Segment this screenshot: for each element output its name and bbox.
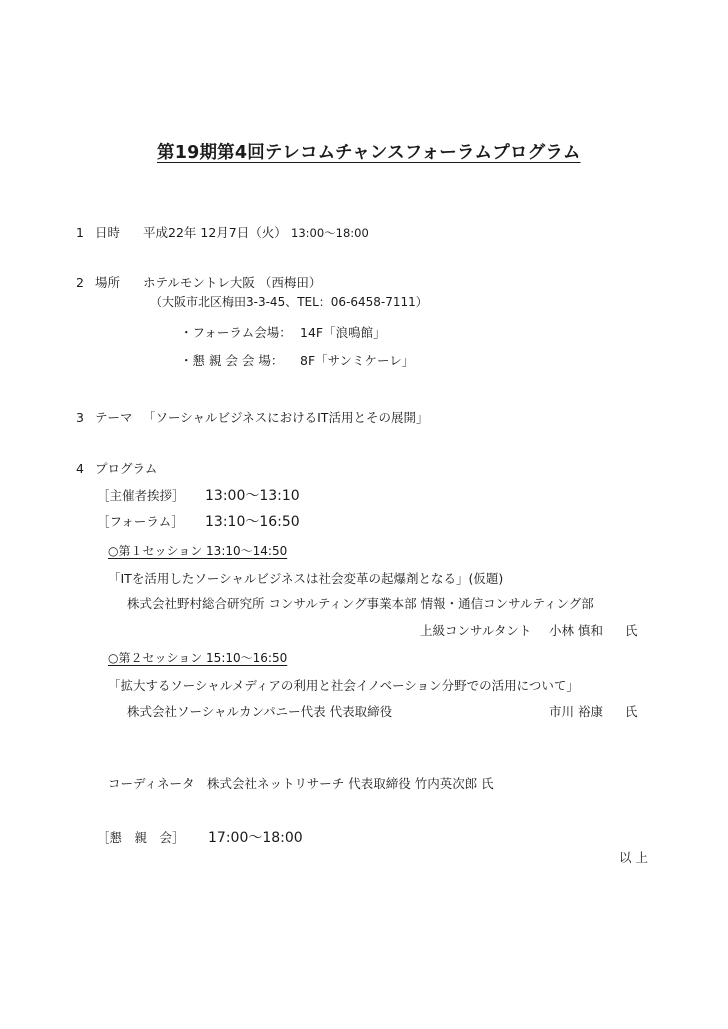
- theme-text: 「ソーシャルビジネスにおけるIT活用とその展開」: [143, 410, 429, 425]
- venue-number: 2: [76, 275, 84, 290]
- session1-honorific: 氏: [625, 623, 638, 638]
- coordinator: コーディネータ 株式会社ネットリサーチ 代表取締役 竹内英次郎 氏: [108, 776, 494, 791]
- datetime-number: 1: [76, 225, 84, 240]
- party-time: 17:00～18:00: [208, 830, 303, 846]
- session2-speaker: 市川 裕康: [549, 704, 603, 719]
- forum-venue-room: 14F「浪鳴館」: [300, 325, 386, 340]
- forum-time: 13:10～16:50: [205, 514, 300, 530]
- greeting-time: 13:00～13:10: [205, 488, 300, 504]
- session1-organization: 株式会社野村総合研究所 コンサルティング事業本部 情報・通信コンサルティング部: [127, 596, 594, 611]
- session1-topic: 「ITを活用したソーシャルビジネスは社会変革の起爆剤となる」(仮題): [108, 571, 504, 586]
- session2-honorific: 氏: [625, 704, 638, 719]
- forum-label: ［フォーラム］: [97, 514, 184, 529]
- party-venue-label: ・懇 親 会 会 場：: [180, 353, 284, 368]
- forum-venue-label: ・フォーラム会場：: [180, 325, 292, 340]
- theme-number: 3: [76, 410, 84, 425]
- session2-organization: 株式会社ソーシャルカンパニー代表 代表取締役: [127, 704, 393, 719]
- datetime-label: 日時: [95, 225, 121, 240]
- theme-label: テーマ: [95, 410, 133, 425]
- program-label: プログラム: [95, 461, 158, 476]
- venue-name: ホテルモントレ大阪 （西梅田）: [143, 275, 322, 290]
- party-label: ［懇 親 会］: [97, 830, 185, 845]
- session1-speaker: 小林 慎和: [549, 623, 603, 638]
- venue-label: 場所: [95, 275, 121, 290]
- session1-heading: ○第１セッション 13:10～14:50: [108, 544, 288, 558]
- page-title: 第19期第4回テレコムチャンスフォーラムプログラム: [157, 143, 581, 163]
- party-venue-room: 8F「サンミケーレ」: [300, 353, 415, 368]
- session1-position: 上級コンサルタント: [420, 623, 532, 638]
- datetime-time: 13:00～18:00: [291, 226, 369, 240]
- session2-topic: 「拡大するソーシャルメディアの利用と社会イノベーション分野での活用について」: [108, 678, 579, 693]
- session2-heading: ○第２セッション 15:10～16:50: [108, 651, 288, 665]
- closing-mark: 以 上: [619, 850, 648, 865]
- venue-address: （大阪市北区梅田3-3-45、TEL：06-6458-7111）: [150, 295, 428, 309]
- greeting-label: ［主催者挨拶］: [97, 488, 185, 503]
- datetime-date: 平成22年 12月7日（火）: [143, 225, 287, 240]
- program-number: 4: [76, 461, 84, 476]
